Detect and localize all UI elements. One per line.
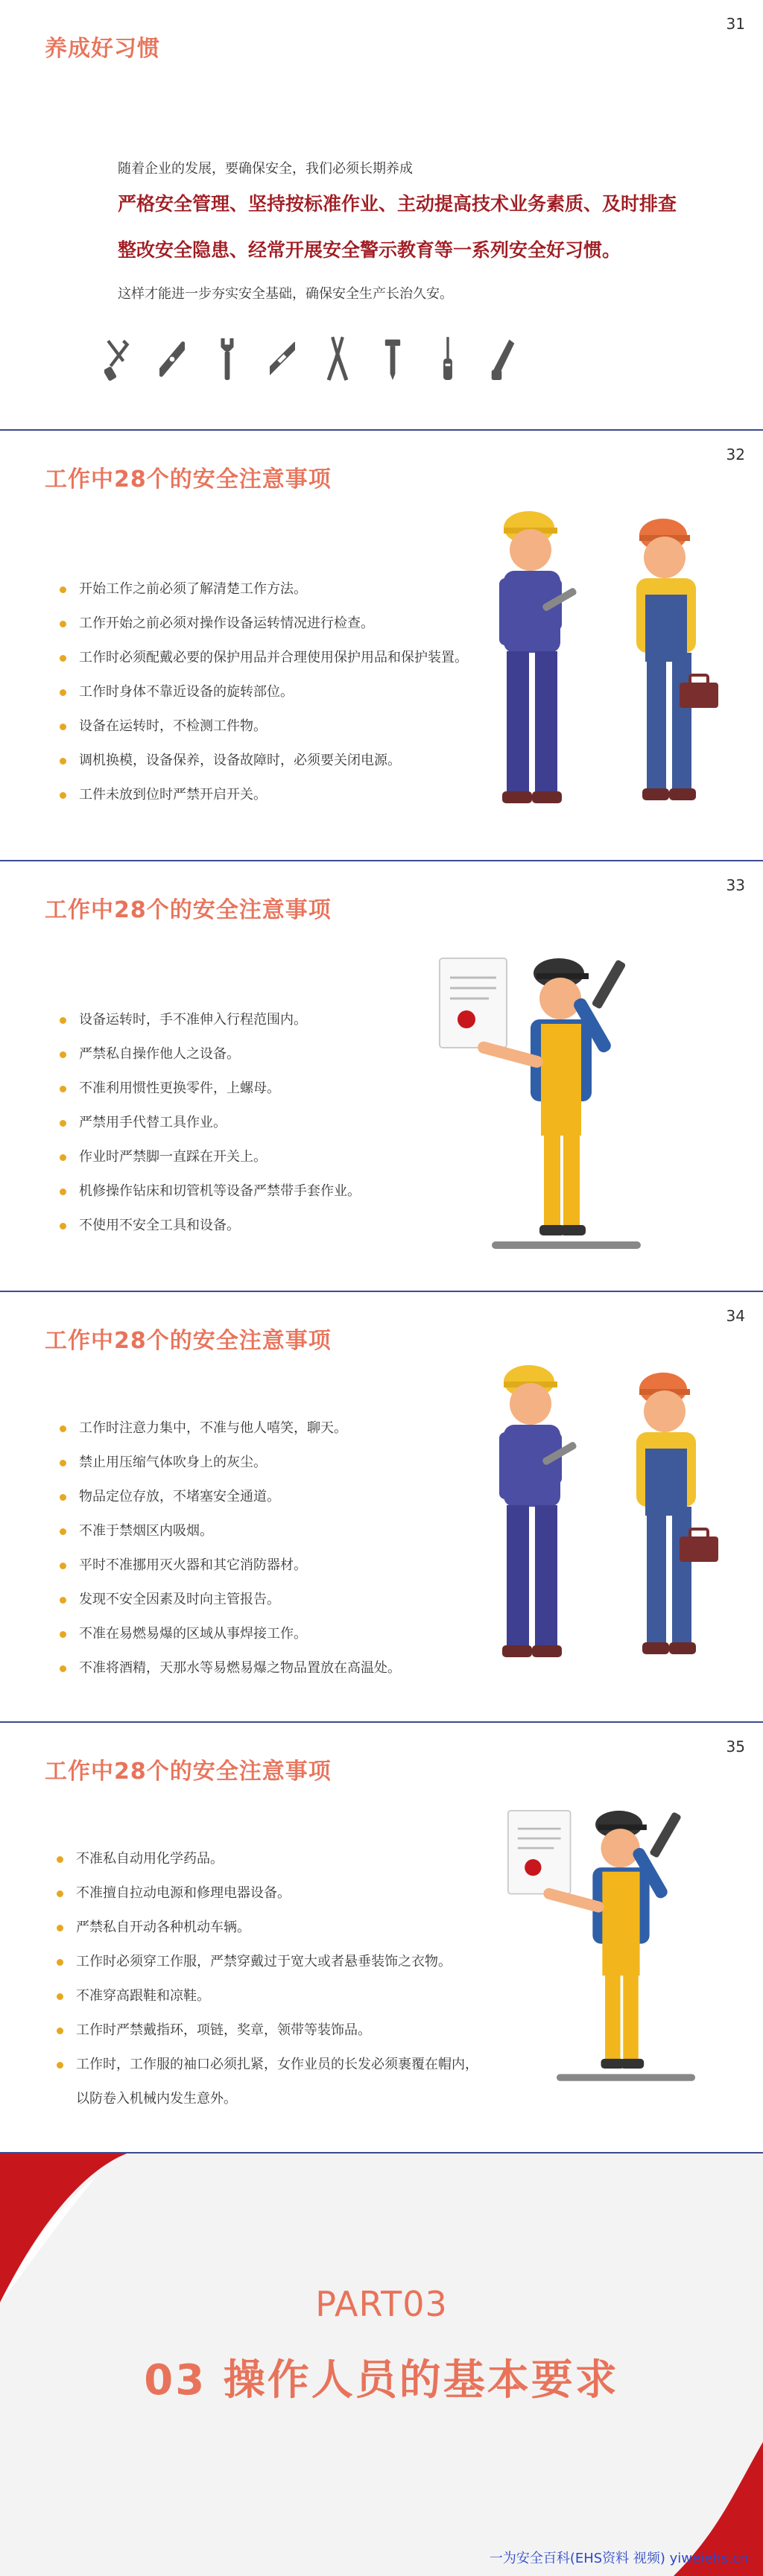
hacksaw-icon — [104, 332, 130, 387]
list-item: 工作时身体不靠近设备的旋转部位。 — [60, 675, 468, 709]
list-item: 发现不安全因素及时向主管报告。 — [60, 1583, 401, 1617]
headline-line-1: 严格安全管理、坚持按标准作业、主动提高技术业务素质、及时排查 — [118, 193, 677, 215]
footer-watermark: 一为安全百科(EHS资料 视频) yiweiehs.cn — [489, 2551, 748, 2566]
slide-33 — [0, 861, 763, 1292]
list-item: 调机换模，设备保养，设备故障时，必须要关闭电源。 — [60, 744, 468, 778]
two-workers-illustration — [477, 498, 723, 818]
page-number: 35 — [726, 1738, 745, 1756]
list-item: 设备在运转时，不检测工件物。 — [60, 709, 468, 744]
safety-list — [57, 1842, 478, 2116]
slide-32 — [0, 431, 763, 861]
list-item: 作业时严禁脚一直踩在开关上。 — [60, 1140, 361, 1174]
list-item: 工作时必须配戴必要的保护用品并合理使用保护用品和保护装置。 — [60, 641, 468, 675]
page-curl-top-left — [0, 2153, 127, 2303]
section-divider-slide — [0, 2153, 763, 2576]
list-item: 设备运转时，手不准伸入行程范围内。 — [60, 1003, 361, 1037]
list-item: 严禁用手代替工具作业。 — [60, 1106, 361, 1140]
headline-line-2: 整改安全隐患、经常开展安全警示教育等一系列安全好习惯。 — [118, 239, 621, 261]
list-item: 工作时必须穿工作服，严禁穿戴过于宽大或者悬垂装饰之衣物。 — [57, 1945, 478, 1979]
page-number: 34 — [726, 1307, 745, 1325]
list-item: 不准穿高跟鞋和凉鞋。 — [57, 1979, 478, 2013]
list-item: 工件未放到位时严禁开启开关。 — [60, 778, 468, 812]
level-icon — [159, 332, 185, 387]
worker-with-certificate-illustration — [432, 936, 700, 1256]
list-item: 禁止用压缩气体吹身上的灰尘。 — [60, 1446, 401, 1480]
list-item: 不准擅自拉动电源和修理电器设备。 — [57, 1876, 478, 1911]
list-item: 严禁私自操作他人之设备。 — [60, 1037, 361, 1072]
two-workers-illustration — [477, 1352, 723, 1672]
tool-icons-row — [104, 332, 516, 387]
slide-title: 工作中28个的安全注意事项 — [45, 1328, 332, 1354]
slide-title: 养成好习惯 — [45, 36, 160, 62]
section-title: 03 操作人员的基本要求 — [144, 2356, 619, 2405]
list-item-continued: 以防卷入机械内发生意外。 — [76, 2091, 237, 2107]
slide-35 — [0, 1723, 763, 2153]
list-item: 不准在易燃易爆的区域从事焊接工作。 — [60, 1617, 401, 1651]
list-item: 工作时，工作服的袖口必须扎紧，女作业员的长发必须裹覆在帽内， — [57, 2048, 478, 2082]
page-number: 31 — [726, 15, 745, 33]
page-number: 32 — [726, 446, 745, 463]
slide-title: 工作中28个的安全注意事项 — [45, 466, 332, 493]
list-item: 平时不准挪用灭火器和其它消防器材。 — [60, 1548, 401, 1583]
list-item: 严禁私自开动各种机动车辆。 — [57, 1911, 478, 1945]
page-number: 33 — [726, 876, 745, 894]
bolt-icon — [380, 332, 405, 387]
worker-with-certificate-illustration — [499, 1790, 753, 2088]
list-item: 不准私自动用化学药品。 — [57, 1842, 478, 1876]
safety-list — [60, 1003, 361, 1243]
list-item: 工作时严禁戴指环，项链，奖章，领带等装饰品。 — [57, 2013, 478, 2048]
part-label: PART03 — [315, 2284, 448, 2324]
list-item: 开始工作之前必须了解清楚工作方法。 — [60, 572, 468, 607]
outro-text: 这样才能进一步夯实安全基础，确保安全生产长治久安。 — [118, 286, 453, 302]
slide-34 — [0, 1292, 763, 1723]
list-item: 工作时注意力集中，不准与他人嘻笑，聊天。 — [60, 1411, 401, 1446]
screwdriver-icon — [435, 332, 460, 387]
list-item: 工作开始之前必须对操作设备运转情况进行检查。 — [60, 607, 468, 641]
handsaw-icon — [490, 332, 516, 387]
slide-title: 工作中28个的安全注意事项 — [45, 1759, 332, 1785]
wrench-icon — [215, 332, 240, 387]
chisel-icon — [270, 332, 295, 387]
slide-title: 工作中28个的安全注意事项 — [45, 897, 332, 923]
list-item: 不准将酒精，天那水等易燃易爆之物品置放在高温处。 — [60, 1651, 401, 1686]
list-item: 机修操作钻床和切管机等设备严禁带手套作业。 — [60, 1174, 361, 1209]
list-item: 不准于禁烟区内吸烟。 — [60, 1514, 401, 1548]
safety-list — [60, 572, 468, 812]
intro-text: 随着企业的发展，要确保安全，我们必须长期养成 — [118, 161, 413, 177]
safety-list — [60, 1411, 401, 1686]
list-item: 不使用不安全工具和设备。 — [60, 1209, 361, 1243]
slide-31 — [0, 0, 763, 431]
list-item: 不准利用惯性更换零件，上螺母。 — [60, 1072, 361, 1106]
pliers-icon — [325, 332, 350, 387]
list-item: 物品定位存放，不堵塞安全通道。 — [60, 1480, 401, 1514]
